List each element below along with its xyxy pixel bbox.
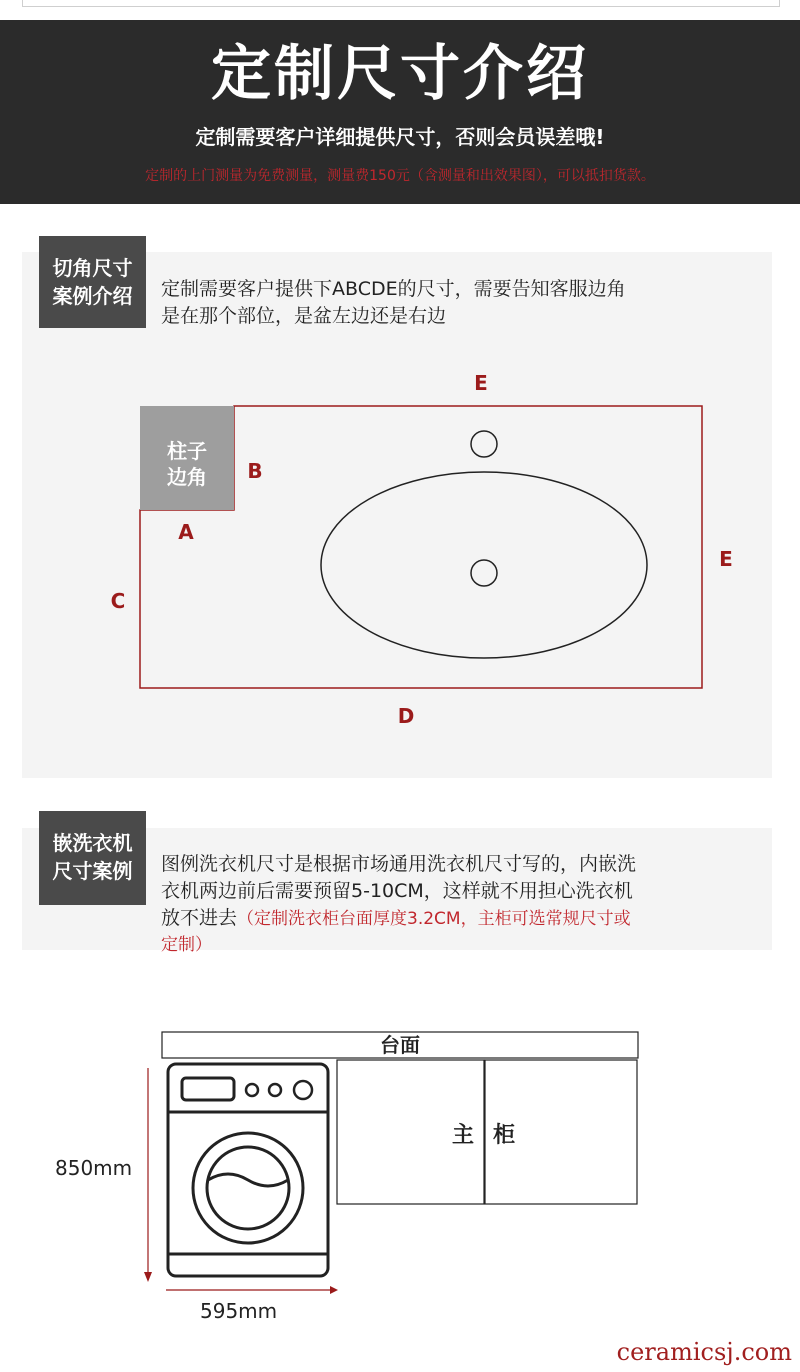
- label-d: D: [397, 704, 415, 728]
- pillar-label-line2: 边角: [167, 465, 207, 489]
- width-dimension-label: 595mm: [200, 1299, 278, 1323]
- page-title: 定制尺寸介绍: [211, 39, 589, 109]
- washer-desc-line2: 衣机两边前后需要预留5-10CM，这样就不用担心洗衣机: [161, 880, 633, 902]
- pillar-label-line1: 柱子: [167, 439, 207, 463]
- corner-cut-tag-line2: 案例介绍: [52, 284, 133, 308]
- pillar-corner-label: [140, 438, 234, 490]
- header-subtitle: 定制需要客户详细提供尺寸，否则会员误差哦!: [195, 125, 605, 149]
- height-arrow-icon: [144, 1272, 152, 1282]
- label-c: C: [110, 589, 126, 613]
- basin-ellipse: [321, 472, 647, 658]
- washer-desc-line3-black: 放不进去: [161, 907, 238, 929]
- washer-desc-line4: 定制）: [161, 935, 212, 955]
- washer-tag: [39, 811, 146, 905]
- main-cabinet-label-right: 柜: [493, 1123, 516, 1148]
- label-e-top: E: [474, 371, 488, 395]
- washer-desc-line3-red: （定制洗衣柜台面厚度3.2CM，主柜可选常规尺寸或: [237, 909, 631, 929]
- faucet-hole: [471, 431, 497, 457]
- watermark: ceramicsj.com: [616, 1338, 792, 1366]
- label-b: B: [247, 459, 263, 483]
- corner-cut-desc-line1: 定制需要客户提供下ABCDE的尺寸，需要告知客服边角: [161, 278, 626, 300]
- label-e-right: E: [719, 547, 733, 571]
- washer-description: [161, 851, 771, 957]
- drain-hole: [471, 560, 497, 586]
- width-arrow-icon: [330, 1286, 338, 1294]
- washing-machine-icon: [168, 1064, 328, 1276]
- corner-cut-desc-line2: 是在那个部位，是盆左边还是右边: [161, 305, 447, 327]
- countertop-label: 台面: [380, 1033, 420, 1057]
- corner-cut-tag-line1: 切角尺寸: [52, 256, 133, 280]
- washer-desc-line3: [161, 905, 771, 933]
- washer-tag-line1: 嵌洗衣机: [52, 831, 133, 855]
- washer-tag-line2: 尺寸案例: [52, 859, 133, 883]
- height-dimension-label: 850mm: [55, 1156, 133, 1180]
- main-cabinet-label-left: 主: [452, 1123, 475, 1148]
- washer-desc-line1: 图例洗衣机尺寸是根据市场通用洗衣机尺寸写的，内嵌洗: [161, 853, 637, 875]
- header-note: 定制的上门测量为免费测量，测量费150元（含测量和出效果图），可以抵扣货款。: [145, 168, 655, 184]
- label-a: A: [178, 520, 194, 544]
